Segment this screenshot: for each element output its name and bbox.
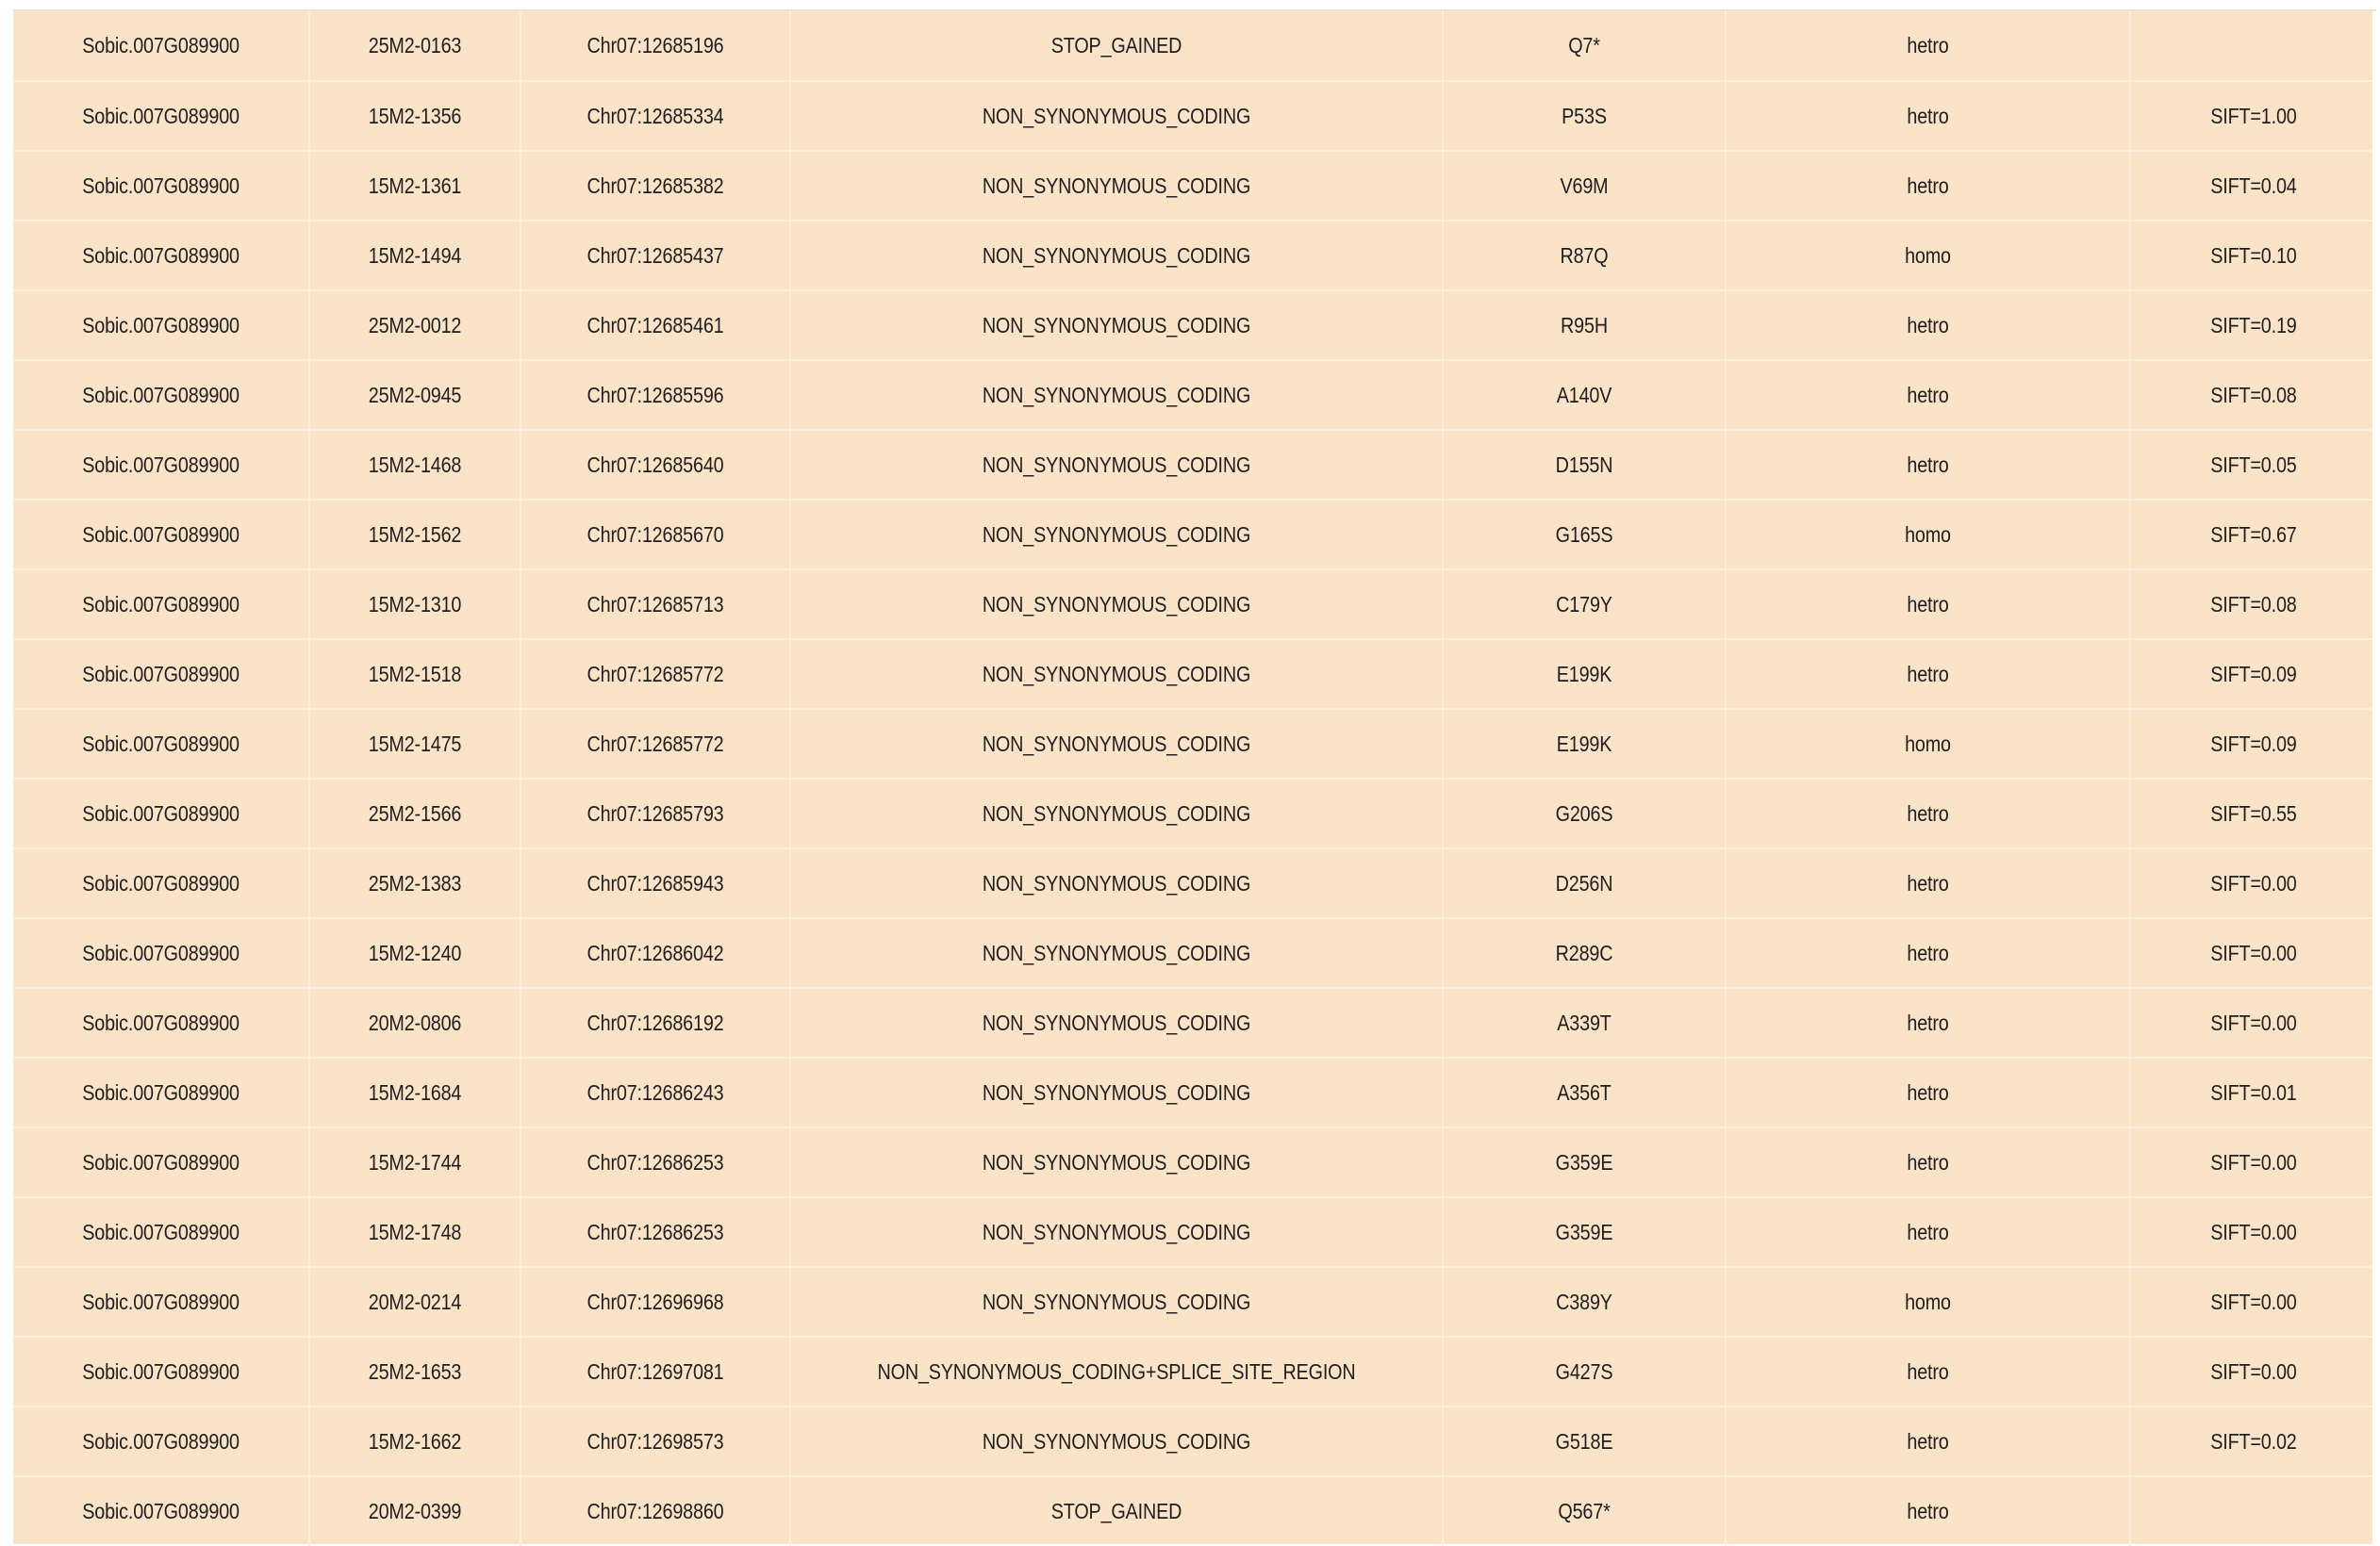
sift-score-cell: SIFT=0.01	[2147, 1058, 2358, 1127]
line-id-cell: 15M2-1356	[324, 81, 506, 151]
line-id-cell: 25M2-0012	[324, 290, 506, 360]
table-row	[13, 988, 2376, 1058]
position-cell: Chr07:12685943	[539, 848, 771, 918]
effect-cell: NON_SYNONYMOUS_CODING	[835, 988, 1397, 1058]
position-cell: Chr07:12685437	[539, 221, 771, 290]
table-row	[13, 430, 2376, 500]
position-cell: Chr07:12685640	[539, 430, 771, 500]
position-cell: Chr07:12686243	[539, 1058, 771, 1127]
variant-table-sheet	[13, 9, 2376, 1544]
effect-cell: NON_SYNONYMOUS_CODING	[835, 779, 1397, 848]
table-row	[13, 360, 2376, 430]
zygosity-cell: hetro	[1754, 81, 2102, 151]
sift-score-cell: SIFT=0.00	[2147, 848, 2358, 918]
effect-cell: NON_SYNONYMOUS_CODING	[835, 81, 1397, 151]
effect-cell: NON_SYNONYMOUS_CODING	[835, 500, 1397, 569]
position-cell: Chr07:12685772	[539, 709, 771, 779]
line-id-cell: 20M2-0214	[324, 1267, 506, 1337]
table-row	[13, 1337, 2376, 1406]
zygosity-cell: hetro	[1754, 1127, 2102, 1197]
effect-cell: NON_SYNONYMOUS_CODING	[835, 1406, 1397, 1476]
position-cell: Chr07:12686253	[539, 1127, 771, 1197]
effect-cell: NON_SYNONYMOUS_CODING	[835, 709, 1397, 779]
effect-cell: NON_SYNONYMOUS_CODING	[835, 221, 1397, 290]
position-cell: Chr07:12685334	[539, 81, 771, 151]
sift-score-cell: SIFT=0.55	[2147, 779, 2358, 848]
gene-id-cell: Sobic.007G089900	[34, 709, 289, 779]
position-cell: Chr07:12698573	[539, 1406, 771, 1476]
aa-change-cell: C389Y	[1463, 1267, 1706, 1337]
position-cell: Chr07:12686192	[539, 988, 771, 1058]
table-row	[13, 500, 2376, 569]
gene-id-cell: Sobic.007G089900	[34, 430, 289, 500]
aa-change-cell: G518E	[1463, 1406, 1706, 1476]
line-id-cell: 25M2-1566	[324, 779, 506, 848]
aa-change-cell: R87Q	[1463, 221, 1706, 290]
aa-change-cell: Q567*	[1463, 1476, 1706, 1546]
aa-change-cell: R95H	[1463, 290, 1706, 360]
zygosity-cell: hetro	[1754, 779, 2102, 848]
line-id-cell: 15M2-1662	[324, 1406, 506, 1476]
zygosity-cell: hetro	[1754, 918, 2102, 988]
sift-score-cell: SIFT=0.19	[2147, 290, 2358, 360]
position-cell: Chr07:12685670	[539, 500, 771, 569]
line-id-cell: 25M2-0945	[324, 360, 506, 430]
zygosity-cell: hetro	[1754, 1058, 2102, 1127]
aa-change-cell: P53S	[1463, 81, 1706, 151]
gene-id-cell: Sobic.007G089900	[34, 151, 289, 221]
gene-id-cell: Sobic.007G089900	[34, 639, 289, 709]
sift-score-cell: SIFT=0.67	[2147, 500, 2358, 569]
table-row	[13, 1406, 2376, 1476]
aa-change-cell: C179Y	[1463, 569, 1706, 639]
gene-id-cell: Sobic.007G089900	[34, 569, 289, 639]
aa-change-cell: A356T	[1463, 1058, 1706, 1127]
aa-change-cell: A339T	[1463, 988, 1706, 1058]
line-id-cell: 15M2-1518	[324, 639, 506, 709]
sift-score-cell: SIFT=0.08	[2147, 360, 2358, 430]
position-cell: Chr07:12685793	[539, 779, 771, 848]
line-id-cell: 25M2-1653	[324, 1337, 506, 1406]
variant-table-body	[13, 11, 2376, 1546]
position-cell: Chr07:12686253	[539, 1197, 771, 1267]
effect-cell: NON_SYNONYMOUS_CODING	[835, 848, 1397, 918]
zygosity-cell: homo	[1754, 500, 2102, 569]
table-row	[13, 709, 2376, 779]
line-id-cell: 20M2-0399	[324, 1476, 506, 1546]
table-row	[13, 290, 2376, 360]
sift-score-cell: SIFT=0.00	[2147, 918, 2358, 988]
zygosity-cell: hetro	[1754, 430, 2102, 500]
gene-id-cell: Sobic.007G089900	[34, 1406, 289, 1476]
gene-id-cell: Sobic.007G089900	[34, 848, 289, 918]
table-row	[13, 1058, 2376, 1127]
variant-table	[13, 11, 2376, 1546]
gene-id-cell: Sobic.007G089900	[34, 11, 289, 81]
right-edge-strip	[2372, 11, 2376, 1546]
table-row	[13, 779, 2376, 848]
position-cell: Chr07:12686042	[539, 918, 771, 988]
effect-cell: NON_SYNONYMOUS_CODING	[835, 430, 1397, 500]
effect-cell: NON_SYNONYMOUS_CODING	[835, 1127, 1397, 1197]
aa-change-cell: A140V	[1463, 360, 1706, 430]
table-row	[13, 1476, 2376, 1546]
aa-change-cell: E199K	[1463, 709, 1706, 779]
line-id-cell: 15M2-1748	[324, 1197, 506, 1267]
gene-id-cell: Sobic.007G089900	[34, 290, 289, 360]
sift-score-cell: SIFT=0.04	[2147, 151, 2358, 221]
effect-cell: NON_SYNONYMOUS_CODING	[835, 151, 1397, 221]
zygosity-cell: hetro	[1754, 360, 2102, 430]
position-cell: Chr07:12696968	[539, 1267, 771, 1337]
aa-change-cell: R289C	[1463, 918, 1706, 988]
effect-cell: STOP_GAINED	[835, 11, 1397, 81]
effect-cell: NON_SYNONYMOUS_CODING	[835, 639, 1397, 709]
position-cell: Chr07:12685196	[539, 11, 771, 81]
sift-score-cell: SIFT=0.00	[2147, 988, 2358, 1058]
table-row	[13, 639, 2376, 709]
aa-change-cell: G427S	[1463, 1337, 1706, 1406]
table-row	[13, 221, 2376, 290]
sift-score-cell: SIFT=0.00	[2147, 1337, 2358, 1406]
effect-cell: NON_SYNONYMOUS_CODING	[835, 290, 1397, 360]
gene-id-cell: Sobic.007G089900	[34, 360, 289, 430]
line-id-cell: 15M2-1744	[324, 1127, 506, 1197]
line-id-cell: 15M2-1684	[324, 1058, 506, 1127]
position-cell: Chr07:12685461	[539, 290, 771, 360]
zygosity-cell: homo	[1754, 1267, 2102, 1337]
sift-score-cell	[2147, 11, 2358, 81]
zygosity-cell: hetro	[1754, 151, 2102, 221]
aa-change-cell: G359E	[1463, 1127, 1706, 1197]
position-cell: Chr07:12685713	[539, 569, 771, 639]
sift-score-cell: SIFT=0.09	[2147, 639, 2358, 709]
table-row	[13, 151, 2376, 221]
sift-score-cell: SIFT=0.09	[2147, 709, 2358, 779]
aa-change-cell: G165S	[1463, 500, 1706, 569]
line-id-cell: 25M2-1383	[324, 848, 506, 918]
aa-change-cell: G206S	[1463, 779, 1706, 848]
line-id-cell: 15M2-1494	[324, 221, 506, 290]
zygosity-cell: homo	[1754, 709, 2102, 779]
line-id-cell: 15M2-1562	[324, 500, 506, 569]
sift-score-cell	[2147, 1476, 2358, 1546]
sift-score-cell: SIFT=0.05	[2147, 430, 2358, 500]
table-row	[13, 918, 2376, 988]
zygosity-cell: hetro	[1754, 1337, 2102, 1406]
gene-id-cell: Sobic.007G089900	[34, 1127, 289, 1197]
aa-change-cell: D155N	[1463, 430, 1706, 500]
zygosity-cell: hetro	[1754, 1476, 2102, 1546]
sift-score-cell: SIFT=0.00	[2147, 1127, 2358, 1197]
table-row	[13, 1197, 2376, 1267]
gene-id-cell: Sobic.007G089900	[34, 81, 289, 151]
aa-change-cell: E199K	[1463, 639, 1706, 709]
position-cell: Chr07:12685772	[539, 639, 771, 709]
sift-score-cell: SIFT=0.00	[2147, 1267, 2358, 1337]
line-id-cell: 15M2-1240	[324, 918, 506, 988]
gene-id-cell: Sobic.007G089900	[34, 500, 289, 569]
sift-score-cell: SIFT=0.08	[2147, 569, 2358, 639]
zygosity-cell: hetro	[1754, 290, 2102, 360]
gene-id-cell: Sobic.007G089900	[34, 918, 289, 988]
aa-change-cell: V69M	[1463, 151, 1706, 221]
effect-cell: NON_SYNONYMOUS_CODING	[835, 918, 1397, 988]
sift-score-cell: SIFT=0.00	[2147, 1197, 2358, 1267]
table-row	[13, 11, 2376, 81]
gene-id-cell: Sobic.007G089900	[34, 1476, 289, 1546]
aa-change-cell: Q7*	[1463, 11, 1706, 81]
effect-cell: NON_SYNONYMOUS_CODING+SPLICE_SITE_REGION	[835, 1337, 1397, 1406]
table-row	[13, 1267, 2376, 1337]
aa-change-cell: G359E	[1463, 1197, 1706, 1267]
effect-cell: NON_SYNONYMOUS_CODING	[835, 360, 1397, 430]
effect-cell: NON_SYNONYMOUS_CODING	[835, 569, 1397, 639]
position-cell: Chr07:12685382	[539, 151, 771, 221]
line-id-cell: 20M2-0806	[324, 988, 506, 1058]
effect-cell: NON_SYNONYMOUS_CODING	[835, 1058, 1397, 1127]
gene-id-cell: Sobic.007G089900	[34, 1267, 289, 1337]
zygosity-cell: hetro	[1754, 848, 2102, 918]
gene-id-cell: Sobic.007G089900	[34, 1197, 289, 1267]
gene-id-cell: Sobic.007G089900	[34, 779, 289, 848]
table-row	[13, 848, 2376, 918]
sift-score-cell: SIFT=0.10	[2147, 221, 2358, 290]
zygosity-cell: hetro	[1754, 569, 2102, 639]
line-id-cell: 15M2-1310	[324, 569, 506, 639]
table-row	[13, 81, 2376, 151]
gene-id-cell: Sobic.007G089900	[34, 1058, 289, 1127]
line-id-cell: 15M2-1475	[324, 709, 506, 779]
aa-change-cell: D256N	[1463, 848, 1706, 918]
zygosity-cell: hetro	[1754, 988, 2102, 1058]
zygosity-cell: hetro	[1754, 1406, 2102, 1476]
line-id-cell: 15M2-1361	[324, 151, 506, 221]
table-row	[13, 1127, 2376, 1197]
zygosity-cell: hetro	[1754, 1197, 2102, 1267]
position-cell: Chr07:12685596	[539, 360, 771, 430]
effect-cell: STOP_GAINED	[835, 1476, 1397, 1546]
zygosity-cell: homo	[1754, 221, 2102, 290]
line-id-cell: 25M2-0163	[324, 11, 506, 81]
effect-cell: NON_SYNONYMOUS_CODING	[835, 1267, 1397, 1337]
zygosity-cell: hetro	[1754, 11, 2102, 81]
zygosity-cell: hetro	[1754, 639, 2102, 709]
gene-id-cell: Sobic.007G089900	[34, 988, 289, 1058]
gene-id-cell: Sobic.007G089900	[34, 1337, 289, 1406]
position-cell: Chr07:12698860	[539, 1476, 771, 1546]
sift-score-cell: SIFT=0.02	[2147, 1406, 2358, 1476]
line-id-cell: 15M2-1468	[324, 430, 506, 500]
sift-score-cell: SIFT=1.00	[2147, 81, 2358, 151]
table-row	[13, 569, 2376, 639]
effect-cell: NON_SYNONYMOUS_CODING	[835, 1197, 1397, 1267]
gene-id-cell: Sobic.007G089900	[34, 221, 289, 290]
position-cell: Chr07:12697081	[539, 1337, 771, 1406]
